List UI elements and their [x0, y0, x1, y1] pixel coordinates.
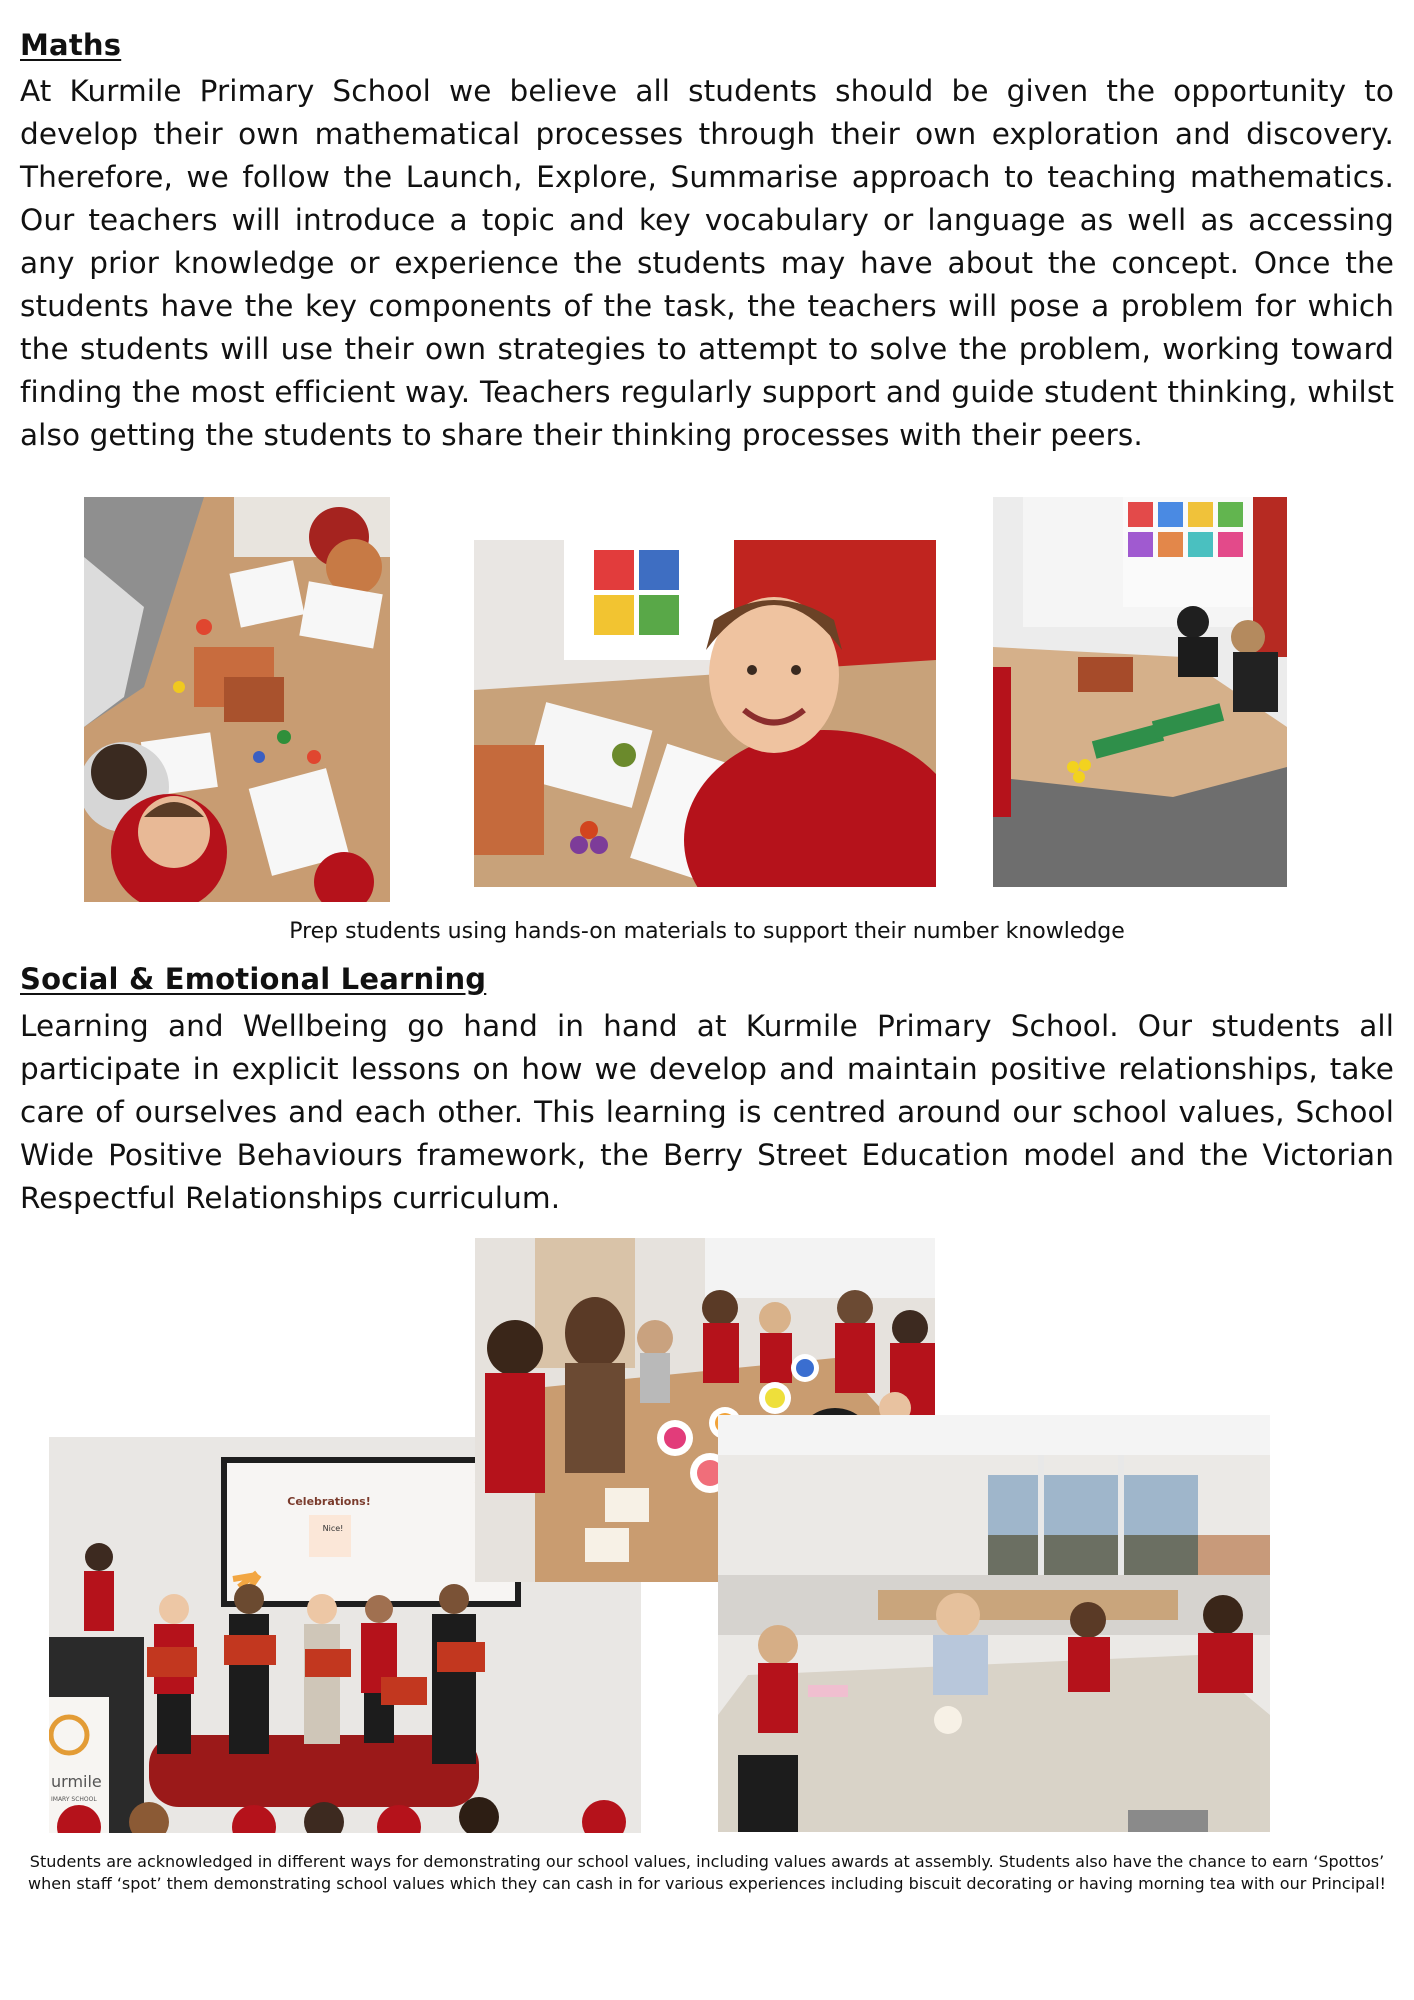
sel-heading: Social & Emotional Learning: [20, 962, 487, 996]
maths-photo-overhead-table: [84, 497, 390, 902]
sel-photo-caption: Students are acknowledged in different ways for demonstrating our school values, including values awards at assembly. Students also have the chance to earn ‘Spottos’ when staff ‘spot’ them demonstrating school values which they can cash in for various experiences including biscuit decorating or having morning tea with our Principal!: [28, 1852, 1386, 1893]
sel-paragraph: Learning and Wellbeing go hand in hand at Kurmile Primary School. Our students all participate in explicit lessons on how we develop and maintain positive relationships, take care of ourselves and each other. This learning is centred around our school values, School Wide Positive Behaviours framework, the Berry Street Education model and the Victorian Respectful Relationships curriculum.: [20, 1009, 1394, 1215]
podium-logo-subtext: IMARY SCHOOL: [51, 1796, 97, 1803]
screen-text: Celebrations!: [287, 1495, 371, 1508]
maths-photo-classroom-table: [993, 497, 1287, 887]
sign-text: Nice!: [322, 1524, 344, 1533]
podium-logo-text: urmile: [51, 1772, 102, 1791]
maths-paragraph: At Kurmile Primary School we believe all students should be given the opportunity to develop their own mathematical processes through their own exploration and discovery. Therefore, we follow the Launch, Explore, Summarise approach to teaching mathematics. Our teachers will introduce a topic and key vocabulary or language as well as accessing any prior knowledge or experience the students may have about the concept. Once the students have the key components of the task, the teachers will pose a problem for which the students will use their own strategies to attempt to solve the problem, working toward finding the most efficient way. Teachers regularly support and guide student thinking, whilst also getting the students to share their thinking processes with their peers.: [20, 74, 1394, 452]
maths-photo-smiling-boy: [474, 540, 936, 887]
maths-photo-caption: Prep students using hands-on materials to support their number knowledge: [289, 919, 1125, 944]
sel-photo-morning-tea: [718, 1415, 1270, 1832]
maths-heading: Maths: [20, 28, 122, 62]
